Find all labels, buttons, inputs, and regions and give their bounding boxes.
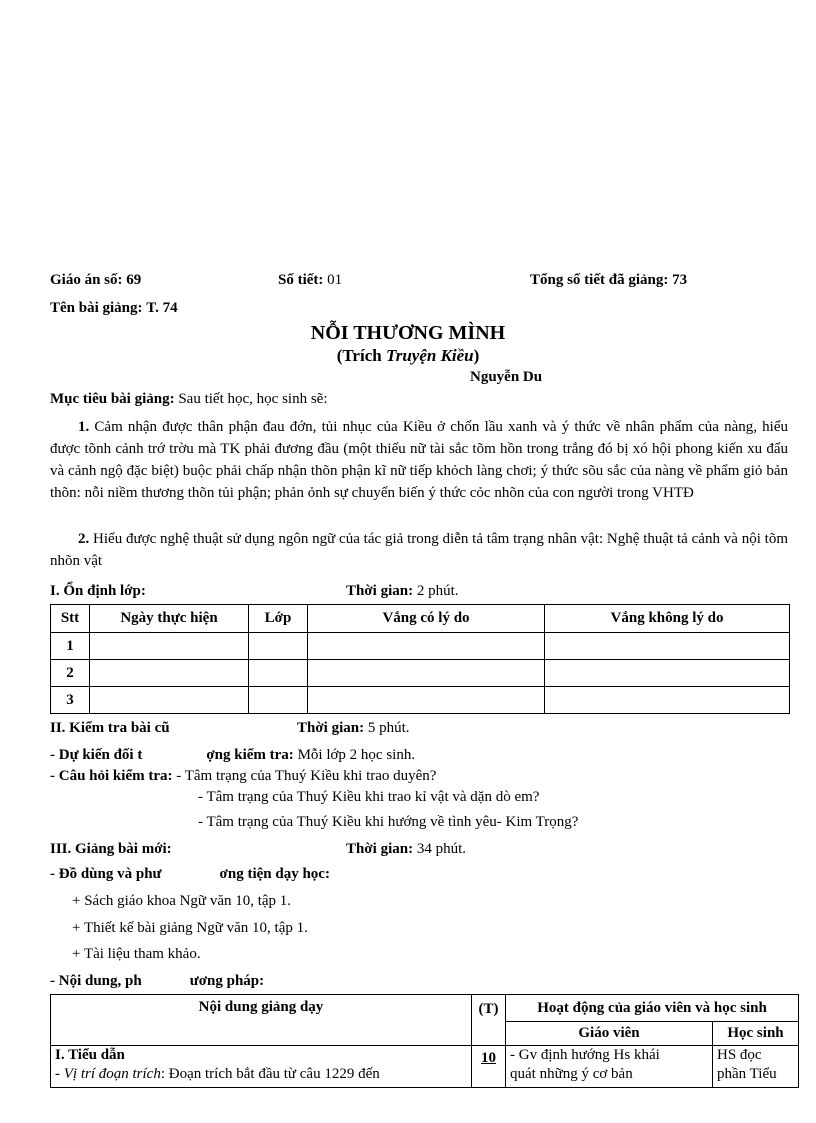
objective-2: 2. Hiểu được nghệ thuật sử dụng ngôn ngữ của tác giả trong diễn tả tâm trạng nhân vật: Nghệ thuật tả cảnh và nội tõm nhõn vật [50,531,788,569]
method-heading: - Nội dung, ph ương pháp: [50,973,265,989]
content-cell: I. Tiểu dẫn - Vị trí đoạn trích: Đoạn trích bắt đầu từ câu 1229 đến [51,1046,472,1088]
section-2-heading: II. Kiểm tra bài cũ [50,720,170,736]
tools-heading: - Đồ dùng và phư ơng tiện dạy học: [50,866,330,882]
section-3-time: Thời gian: 34 phút. [346,841,466,857]
col-stt: Stt [51,605,90,633]
student-cell: HS đọc phần Tiểu [713,1046,799,1088]
check-target: - Dự kiến đối t ợng kiểm tra: Mỗi lớp 2 học sinh. [50,747,416,763]
teacher-cell: - Gv định hướng Hs khái quát những ý cơ bản [506,1046,713,1088]
periods: Số tiết: 01 [278,272,343,288]
col-teacher: Giáo viên [506,1022,713,1046]
total-periods: Tổng số tiết đã giảng: 73 [530,272,688,288]
tool-item: + Sách giáo khoa Ngữ văn 10, tập 1. [72,893,292,909]
col-date: Ngày thực hiện [90,605,249,633]
col-student: Học sinh [713,1022,799,1046]
table-row [51,660,790,687]
page-subtitle: (Trích Truyện Kiều) [336,346,480,365]
section-1-time: Thời gian: 2 phút. [346,583,459,599]
col-absent-excused: Vắng có lý do [308,605,545,633]
section-2-time: Thời gian: 5 phút. [297,720,410,736]
section-1-heading: I. Ổn định lớp: [50,583,146,599]
col-time: (T) [472,995,506,1046]
lesson-name: Tên bài giảng: T. 74 [50,300,178,316]
check-questions-label: - Câu hỏi kiểm tra: - Tâm trạng của Thuý Kiều khi trao duyên? [50,768,437,784]
attendance-header [51,605,790,633]
col-activity: Hoạt động của giáo viên và học sinh [506,995,799,1022]
lesson-table [50,994,799,1088]
table-row [51,633,790,660]
col-class: Lớp [249,605,308,633]
objective-1: 1. Cảm nhận được thân phận đau đớn, tủi nhục của Kiều ở chốn lầu xanh và ý thức về nhân phẩm của nàng, hiểu được tõnh cảnh trớ trờu mà TK phải đương đầu (một thiếu nữ tài sắc tõm hồn trong trắng đó bị xó hội phong kiến xu đẩu và cảnh ngộ đặc biệt) buộc phải chấp nhận thõn phận kĩ nữ tiếp khỏch làng chơi; ý thức sõu sắc của nàng về phẩm giỏ bản thõn: nỗi niềm thương thõn tủi phận; phản ỏnh sự chuyển biến ý thức cỏc nhõn của con người trong VHTĐ [50,419,788,501]
lesson-number: Giáo án số: 69 [50,272,142,288]
attendance-table [50,604,790,714]
table-row [51,1046,799,1088]
check-question-2: - Tâm trạng của Thuý Kiều khi trao kỉ vật và dặn dò em? [198,789,540,805]
time-cell: 10 [472,1046,506,1088]
author: Nguyễn Du [470,369,543,385]
check-question-3: - Tâm trạng của Thuý Kiều khi hướng về tình yêu- Kim Trọng? [198,814,579,830]
row-number: 2 [51,660,90,687]
section-3-heading: III. Giảng bài mới: [50,841,172,857]
objectives-intro: Mục tiêu bài giảng: Sau tiết học, học sinh sẽ: [50,391,328,407]
row-number: 1 [51,633,90,660]
table-row [51,687,790,714]
page-title: NỖI THƯƠNG MÌNH [310,322,506,344]
tool-item: + Tài liệu tham khảo. [72,946,201,962]
col-absent-unexcused: Vắng không lý do [545,605,790,633]
lesson-header-1 [51,995,799,1022]
row-number: 3 [51,687,90,714]
col-content: Nội dung giảng dạy [51,995,472,1046]
tool-item: + Thiết kế bài giảng Ngữ văn 10, tập 1. [72,920,308,936]
